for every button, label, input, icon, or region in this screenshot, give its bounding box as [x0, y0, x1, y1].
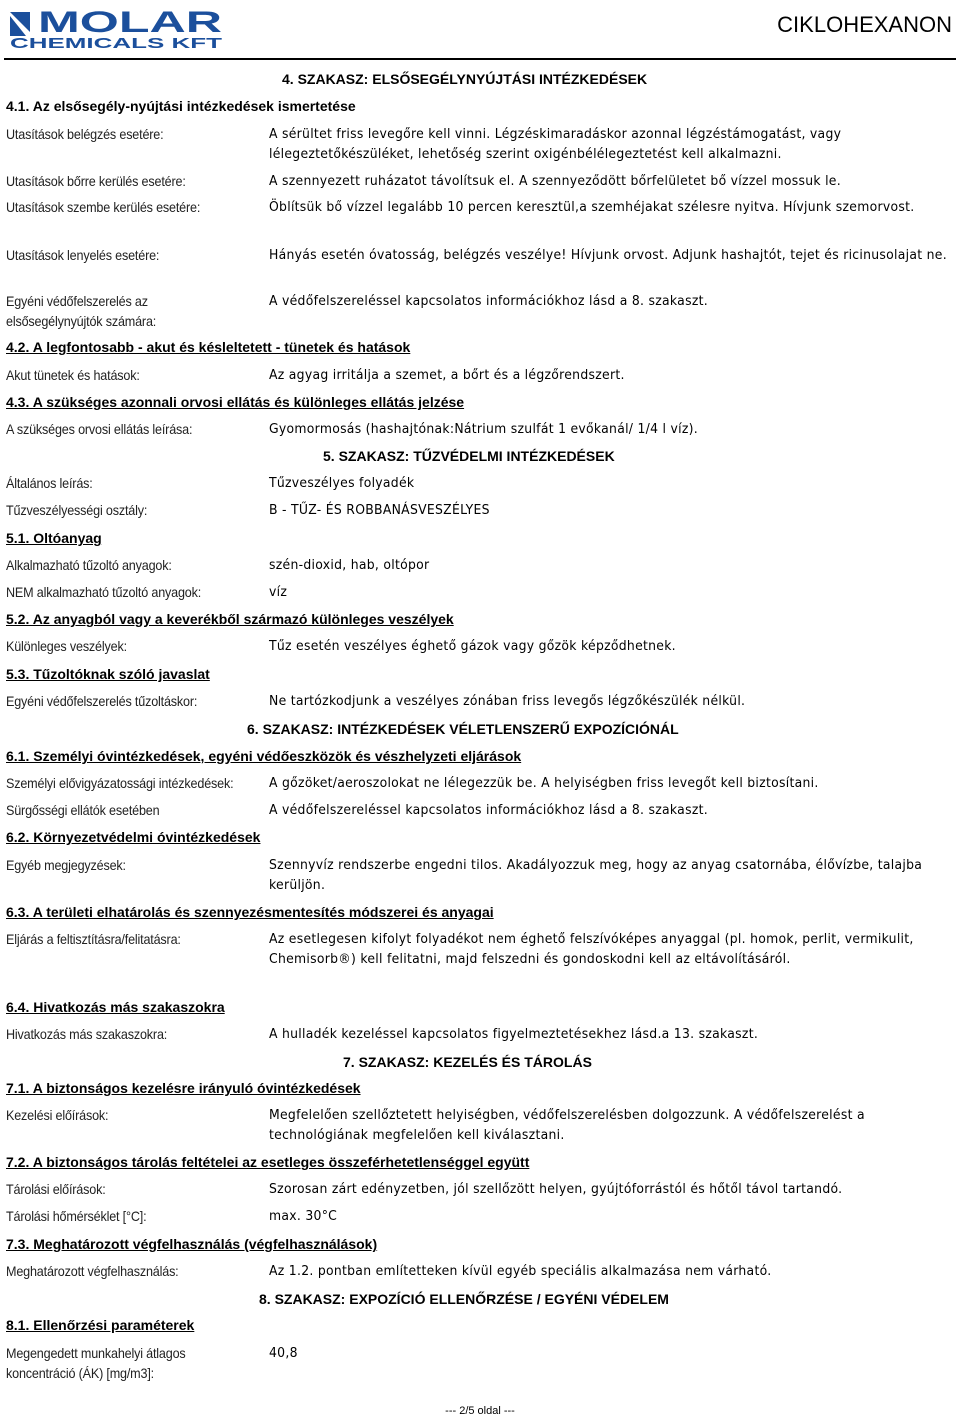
section-4-title: 4. SZAKASZ: ELSŐSEGÉLYNYÚJTÁSI INTÉZKEDÉSEK: [282, 71, 648, 87]
cleanup-label: Eljárás a feltisztításra/felitatásra:: [6, 931, 181, 947]
other-notes-value: Szennyvíz rendszerbe engedni tilos. Akadályozzuk meg, hogy az anyag csatornába, élővízbe, talajba kerüljön.: [269, 857, 923, 893]
emergency-responders-label: Sürgősségi ellátók esetében: [6, 802, 160, 818]
page-footer: --- 2/5 oldal ---: [445, 1405, 515, 1417]
section-6-4-heading: 6.4. Hivatkozás más szakaszokra: [6, 999, 225, 1015]
general-label: Általános leírás:: [6, 475, 93, 491]
cleanup-value: Az esetlegesen kifolyt folyadékot nem éghető felszívóképes anyaggal (pl. homok, perlit, vermikulit, Chemisorb®) kell felitatni, majd felszedni és gondoskodni kell az eltávolításáról.: [269, 931, 914, 967]
agents-label: Alkalmazható tűzoltó anyagok:: [6, 557, 172, 573]
storage-label: Tárolási előírások:: [6, 1181, 106, 1197]
ppe-label: Egyéni védőfelszerelés az elsősegélynyújtók számára:: [6, 293, 157, 329]
eye-label: Utasítások szembe kerülés esetére:: [6, 199, 201, 215]
general-value: Tűzveszélyes folyadék: [269, 475, 415, 491]
firefighter-ppe-value: Ne tartózkodjunk a veszélyes zónában friss levegős légzőkészülék nélkül.: [269, 693, 746, 709]
unsuitable-agents-value: víz: [269, 584, 288, 600]
document-title: CIKLOHEXANON: [777, 12, 952, 37]
logo-line1: MOLAR: [38, 6, 223, 39]
section-6-title: 6. SZAKASZ: INTÉZKEDÉSEK VÉLETLENSZERŰ EXPOZÍCIÓNÁL: [247, 721, 679, 737]
special-hazards-label: Különleges veszélyek:: [6, 638, 127, 654]
logo-line2: CHEMICALS KFT: [10, 35, 222, 50]
swallow-label: Utasítások lenyelés esetére:: [6, 247, 160, 263]
header-divider: [4, 58, 956, 60]
molar-chemicals-logo: [8, 6, 224, 50]
inhale-value: A sérültet friss levegőre kell vinni. Légzéskimaradáskor azonnal légzéstámogatást, vagy lélegeztetőkészüléket, lehetőség szerint oxigénbélélegeztetést kell alkalmazni.: [269, 126, 842, 162]
personal-precautions-label: Személyi elővigyázatossági intézkedések:: [6, 775, 234, 791]
unsuitable-agents-label: NEM alkalmazható tűzoltó anyagok:: [6, 584, 202, 600]
emergency-responders-value: A védőfelszereléssel kapcsolatos információkhoz lásd a 8. szakaszt.: [269, 802, 708, 818]
eye-value: Öblítsük bő vízzel legalább 10 percen keresztül,a szemhéjakat szélesre nyitva. Hívjunk szemorvost.: [269, 199, 915, 215]
agents-value: szén-dioxid, hab, oltópor: [269, 557, 430, 573]
section-6-1-heading: 6.1. Személyi óvintézkedések, egyéni védőeszközök és vészhelyzeti eljárások: [6, 748, 522, 764]
fire-class-label: Tűzveszélyességi osztály:: [6, 502, 148, 518]
reference-value: A hulladék kezeléssel kapcsolatos figyelmeztetésekhez lásd.a 13. szakaszt.: [269, 1026, 759, 1042]
section-5-2-heading: 5.2. Az anyagból vagy a keverékből származó különleges veszélyek: [6, 611, 454, 627]
section-7-3-heading: 7.3. Meghatározott végfelhasználás (végfelhasználások): [6, 1236, 378, 1252]
inhale-label: Utasítások belégzés esetére:: [6, 126, 164, 142]
section-8-title: 8. SZAKASZ: EXPOZÍCIÓ ELLENŐRZÉSE / EGYÉNI VÉDELEM: [259, 1291, 669, 1307]
section-6-2-heading: 6.2. Környezetvédelmi óvintézkedések: [6, 829, 261, 845]
acute-label: Akut tünetek és hatások:: [6, 367, 140, 383]
reference-label: Hivatkozás más szakaszokra:: [6, 1026, 168, 1042]
handling-label: Kezelési előírások:: [6, 1107, 109, 1123]
section-7-2-heading: 7.2. A biztonságos tárolás feltételei az esetleges összeférhetetlenséggel együtt: [6, 1154, 530, 1170]
fire-class-value: B - TŰZ- ÉS ROBBANÁSVESZÉLYES: [269, 502, 490, 518]
ppe-value: A védőfelszereléssel kapcsolatos információkhoz lásd a 8. szakaszt.: [269, 293, 708, 309]
exposure-limit-label: Megengedett munkahelyi átlagos koncentráció (ÁK) [mg/m3]:: [6, 1345, 186, 1381]
storage-temp-label: Tárolási hőmérséklet [°C]:: [6, 1208, 147, 1224]
end-use-value: Az 1.2. pontban említetteken kívül egyéb speciális alkalmazása nem várható.: [269, 1263, 772, 1279]
section-5-title: 5. SZAKASZ: TŰZVÉDELMI INTÉZKEDÉSEK: [323, 448, 615, 464]
exposure-limit-value: 40,8: [269, 1345, 298, 1361]
skin-label: Utasítások bőrre kerülés esetére:: [6, 173, 186, 189]
section-7-1-heading: 7.1. A biztonságos kezelésre irányuló óvintézkedések: [6, 1080, 361, 1096]
section-4-1-heading: 4.1. Az elsősegély-nyújtási intézkedések ismertetése: [6, 98, 356, 114]
storage-value: Szorosan zárt edényzetben, jól szellőzött helyen, gyújtóforrástól és hőtől távol tartandó.: [269, 1181, 843, 1197]
skin-value: A szennyezett ruházatot távolítsuk el. A szennyeződött bőrfelületet bő vízzel mossuk le.: [269, 173, 841, 189]
section-8-1-heading: 8.1. Ellenőrzési paraméterek: [6, 1317, 195, 1333]
end-use-label: Meghatározott végfelhasználás:: [6, 1263, 179, 1279]
section-4-2-heading: 4.2. A legfontosabb - akut és késleltetett - tünetek és hatások: [6, 339, 411, 355]
acute-value: Az agyag irritálja a szemet, a bőrt és a légzőrendszert.: [269, 367, 625, 383]
section-5-1-heading: 5.1. Oltóanyag: [6, 530, 102, 546]
medical-label: A szükséges orvosi ellátás leírása:: [6, 421, 193, 437]
storage-temp-value: max. 30°C: [269, 1208, 338, 1224]
personal-precautions-value: A gőzöket/aeroszolokat ne lélegezzük be. A helyiségben friss levegőt kell biztosítani.: [269, 775, 819, 791]
medical-value: Gyomormosás (hashajtónak:Nátrium szulfát 1 evőkanál/ 1/4 l víz).: [269, 421, 698, 437]
section-7-title: 7. SZAKASZ: KEZELÉS ÉS TÁROLÁS: [343, 1054, 592, 1070]
section-5-3-heading: 5.3. Tűzoltóknak szóló javaslat: [6, 666, 210, 682]
special-hazards-value: Tűz esetén veszélyes éghető gázok vagy gőzök képződhetnek.: [269, 638, 676, 654]
handling-value: Megfelelően szellőztetett helyiségben, védőfelszerelésben dolgozzunk. A védőfelszerelést a technológiának megfelelően kell kiválasztani.: [269, 1107, 865, 1143]
swallow-value: Hányás esetén óvatosság, belégzés veszélye! Hívjunk orvost. Adjunk hashajtót, tejet és ricinusolajat ne.: [269, 247, 947, 263]
firefighter-ppe-label: Egyéni védőfelszerelés tűzoltáskor:: [6, 693, 198, 709]
section-6-3-heading: 6.3. A területi elhatárolás és szennyezésmentesítés módszerei és anyagai: [6, 904, 494, 920]
section-4-3-heading: 4.3. A szükséges azonnali orvosi ellátás és különleges ellátás jelzése: [6, 394, 465, 410]
other-notes-label: Egyéb megjegyzések:: [6, 857, 126, 873]
